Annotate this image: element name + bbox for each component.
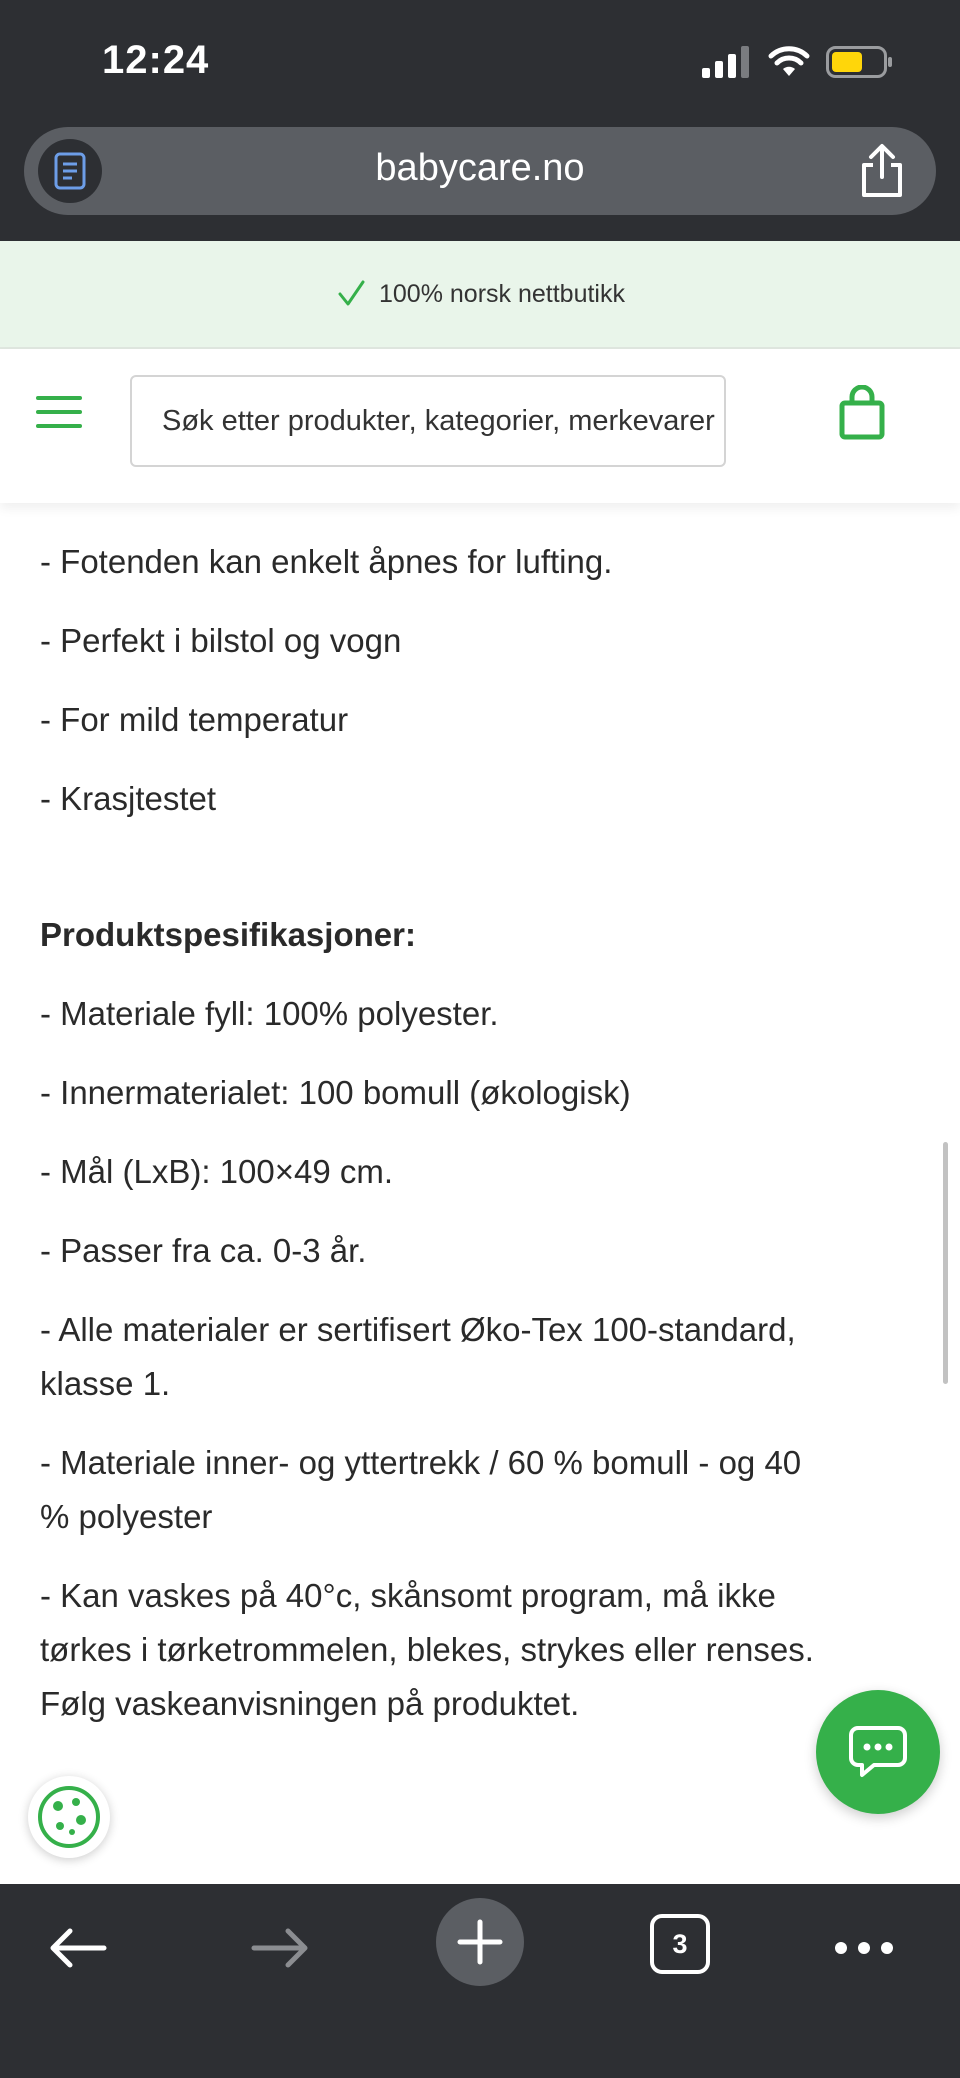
search-box[interactable] — [130, 375, 726, 467]
browser-toolbar — [0, 125, 960, 241]
forward-button[interactable] — [240, 1908, 320, 1988]
spec-item: - Alle materialer er sertifisert Øko-Tex 100-standard, — [40, 1311, 796, 1348]
feature-item: - Fotenden kan enkelt åpnes for lufting. — [40, 543, 613, 580]
status-time: 12:24 — [102, 38, 210, 82]
promo-bar — [0, 241, 960, 349]
status-bar — [0, 0, 960, 125]
arrow-left-icon — [48, 1926, 108, 1970]
wifi-icon — [768, 44, 810, 78]
cellular-signal-icon — [702, 46, 750, 78]
spec-item: - Materiale fyll: 100% polyester. — [40, 995, 499, 1032]
shopping-bag-icon[interactable] — [838, 385, 886, 441]
spec-item: - Kan vaskes på 40°c, skånsomt program, må ikke — [40, 1577, 776, 1614]
new-tab-button[interactable] — [436, 1898, 524, 1986]
feature-item: - For mild temperatur — [40, 701, 349, 738]
promo-text: 100% norsk nettbutikk — [379, 279, 625, 308]
share-icon[interactable] — [856, 143, 908, 199]
spec-item: klasse 1. — [40, 1365, 171, 1402]
spec-item: - Innermaterialet: 100 bomull (økologisk) — [40, 1074, 631, 1111]
more-dots-icon — [834, 1941, 894, 1955]
browser-bottom-bar — [0, 1884, 960, 2078]
spec-item: % polyester — [40, 1498, 213, 1535]
specs-heading: Produktspesifikasjoner: — [40, 916, 416, 953]
search-input[interactable] — [132, 377, 724, 465]
feature-item: - Perfekt i bilstol og vogn — [40, 622, 402, 659]
more-button[interactable] — [824, 1908, 904, 1988]
cookie-settings-button[interactable] — [28, 1776, 110, 1858]
arrow-right-icon — [250, 1926, 310, 1970]
spec-item: Følg vaskeanvisningen på produktet. — [40, 1685, 580, 1722]
spec-item: - Mål (LxB): 100×49 cm. — [40, 1153, 394, 1190]
chat-button[interactable] — [816, 1690, 940, 1814]
spec-item: - Passer fra ca. 0-3 år. — [40, 1232, 367, 1269]
address-bar[interactable] — [24, 127, 936, 215]
feature-item: - Krasjtestet — [40, 780, 217, 817]
spec-item: - Materiale inner- og yttertrekk / 60 % bomull - og 40 — [40, 1444, 802, 1481]
scrollbar[interactable] — [943, 1142, 948, 1384]
tabs-button[interactable]: 3 — [650, 1914, 710, 1974]
back-button[interactable] — [38, 1908, 118, 1988]
hamburger-menu-icon[interactable] — [36, 393, 82, 433]
url-text[interactable]: babycare.no — [375, 147, 585, 189]
check-icon — [335, 278, 367, 310]
site-header — [0, 349, 960, 503]
spec-item: tørkes i tørketrommelen, blekes, strykes eller renses. — [40, 1631, 814, 1668]
plus-icon — [457, 1919, 503, 1965]
battery-icon — [826, 46, 894, 78]
chat-bubble-icon — [848, 1724, 908, 1780]
cookie-icon — [36, 1784, 102, 1850]
